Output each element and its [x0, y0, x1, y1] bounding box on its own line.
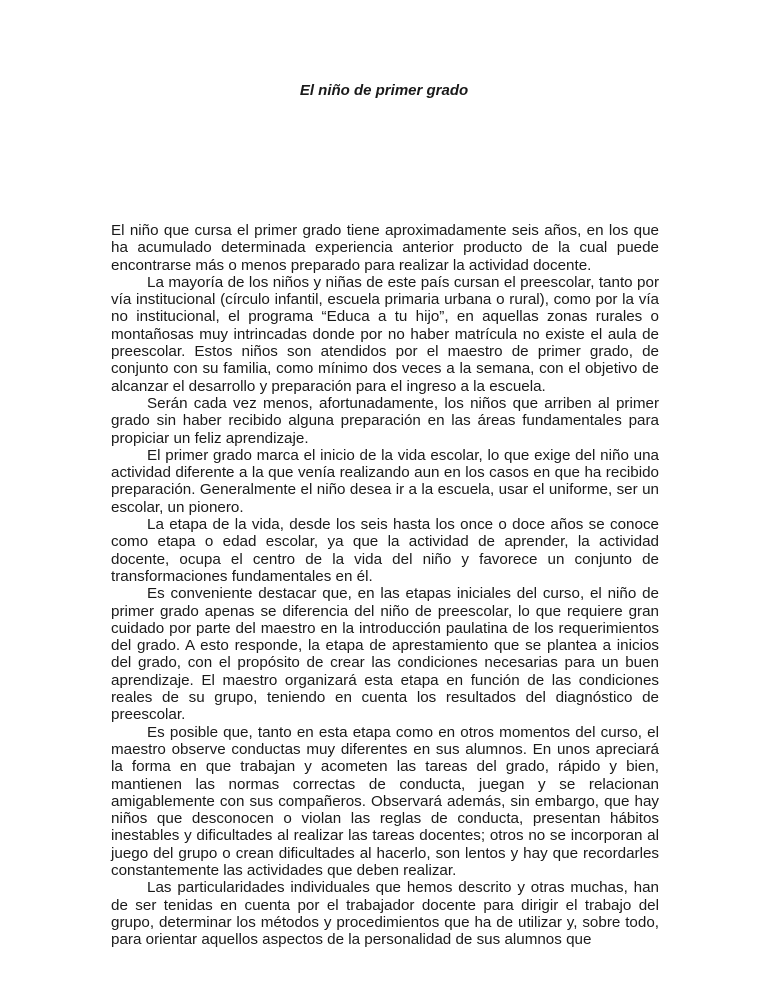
paragraph: La etapa de la vida, desde los seis hasta los once o doce años se conoce como etapa o edad escolar, ya que la actividad de aprender, la actividad docente, ocupa el centro de la vida del niño y favorece un conjunto de transformaciones fundamentales en él. — [111, 516, 659, 585]
paragraph: El primer grado marca el inicio de la vida escolar, lo que exige del niño una actividad diferente a la que venía realizando aun en los casos en que ha recibido preparación. Generalmente el niño desea ir a la escuela, usar el uniforme, ser un escolar, un pionero. — [111, 446, 659, 516]
paragraph: Es posible que, tanto en esta etapa como en otros momentos del curso, el maestro observe conductas muy diferentes en sus alumnos. En unos apreciará la forma en que trabajan y acometen las tareas del grado, rápido y bien, mantienen las normas correctas de conducta, juegan y se relacionan amigablemente con sus compañeros. Observará además, sin embargo, que hay niños que desconocen o violan las reglas de conducta, presentan hábitos inestables y dificultades al realizar las tareas docentes; otros no se incorporan al juego del grupo o crean dificultades al hacerlo, son lentos y hay que recordarles constantemente las actividades que deben realizar. — [111, 723, 659, 879]
paragraph: El niño que cursa el primer grado tiene aproximadamente seis años, en los que ha acumulado determinada experiencia anterior producto de la cual puede encontrarse más o menos preparado para realizar la actividad docente. — [111, 222, 659, 274]
document-body — [111, 222, 659, 948]
document-title: El niño de primer grado — [299, 82, 469, 99]
paragraph: Serán cada vez menos, afortunadamente, los niños que arriben al primer grado sin haber recibido alguna preparación en las áreas fundamentales para propiciar un feliz aprendizaje. — [111, 394, 659, 447]
paragraph: La mayoría de los niños y niñas de este país cursan el preescolar, tanto por vía institucional (círculo infantil, escuela primaria urbana o rural), como por la vía no institucional, el programa “Educa a tu hijo”, en aquellas zonas rurales o montañosas muy intrincadas donde por no haber matrícula no existe el aula de preescolar. Estos niños son atendidos por el maestro de primer grado, de conjunto con su familia, como mínimo dos veces a la semana, con el objetivo de alcanzar el desarrollo y preparación para el ingreso a la escuela. — [111, 273, 659, 395]
paragraph: Es conveniente destacar que, en las etapas iniciales del curso, el niño de primer grado apenas se diferencia del niño de preescolar, lo que requiere gran cuidado por parte del maestro en la introducción paulatina de los requerimientos del grado. A esto responde, la etapa de aprestamiento que se plantea a inicios del grado, con el propósito de crear las condiciones necesarias para un buen aprendizaje. El maestro organizará esta etapa en función de las condiciones reales de su grupo, teniendo en cuenta los resultados del diagnóstico de preescolar. — [111, 585, 659, 724]
paragraph: Las particularidades individuales que hemos descrito y otras muchas, han de ser tenidas en cuenta por el trabajador docente para dirigir el trabajo del grupo, determinar los métodos y procedimientos que ha de utilizar y, sobre todo, para orientar aquellos aspectos de la personalidad de sus alumnos que — [111, 879, 659, 949]
